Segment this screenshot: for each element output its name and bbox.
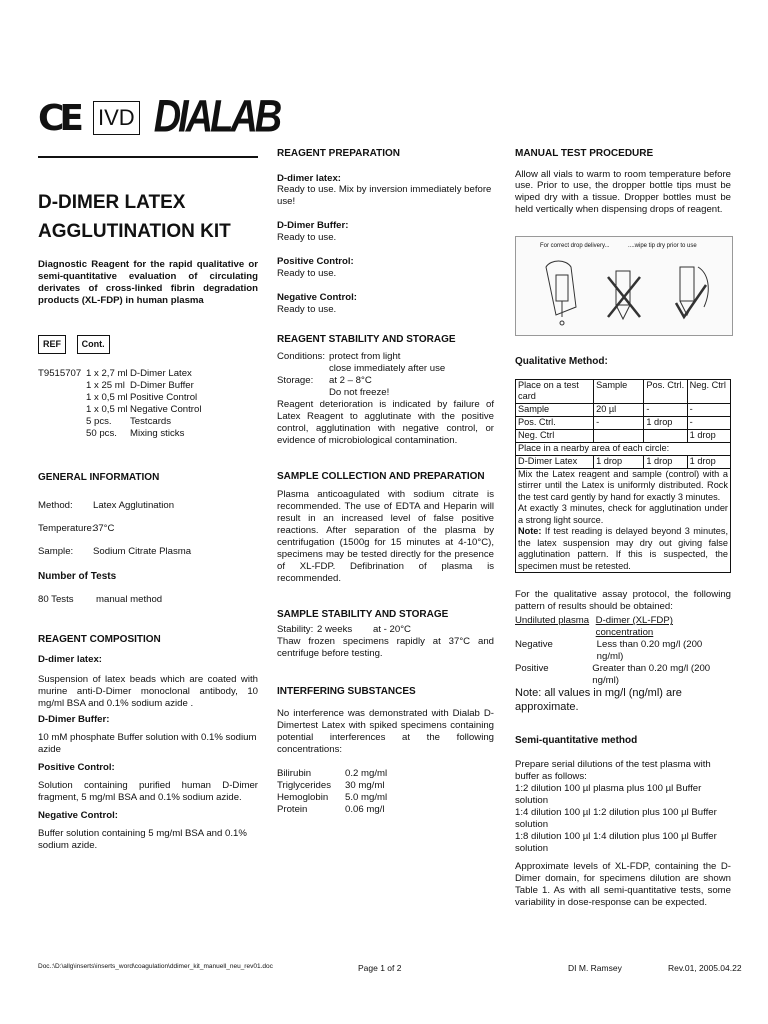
kit-qty-list: 1 x 2,7 ml 1 x 25 ml 1 x 0,5 ml 1 x 0,5 ml 5 pcs. 50 pcs. bbox=[86, 368, 128, 439]
middle-column bbox=[277, 148, 494, 816]
list-item: 1:2 dilution 100 µl plasma plus 100 µl Buffer solution bbox=[515, 783, 702, 807]
kit-name-list: D-Dimer Latex D-Dimer Buffer Positive Control Negative Control Testcards Mixing sticks bbox=[130, 368, 202, 439]
footer-author: DI M. Ramsey bbox=[568, 963, 622, 973]
prep-neg-heading: Negative Control: bbox=[277, 292, 357, 304]
ref-number: T9515707 bbox=[38, 368, 82, 380]
comp-buffer-heading: D-Dimer Buffer: bbox=[38, 714, 110, 726]
dilution-list bbox=[515, 783, 731, 855]
table-row: Sample 20 µl - - bbox=[516, 403, 731, 416]
prep-buffer-text: Ready to use. bbox=[277, 232, 337, 244]
list-item: 1:4 dilution 100 µl 1:2 dilution plus 100 µl Buffer solution bbox=[515, 807, 717, 831]
stability-text: Reagent deterioration is indicated by failure of Latex Reagent to agglutinate with the positive control, agglutination with negative control, or evidence of microbiological contamination. bbox=[277, 398, 494, 446]
semi-text: Approximate levels of XL-FDP, containing the D-Dimer domain, for specimens dilution are shown Table 1. As with all semi-quantitative tests, some variability in dose-response can be expected. bbox=[515, 861, 731, 909]
pattern-text: For the qualitative assay protocol, the following pattern of results should be obtained: bbox=[515, 589, 731, 613]
prep-pos-text: Ready to use. bbox=[277, 268, 337, 280]
table-row: Neg. Ctrl 1 drop bbox=[516, 429, 731, 442]
comp-neg-text: Buffer solution containing 5 mg/ml BSA and 0.1% sodium azide. bbox=[38, 828, 247, 852]
qualitative-table bbox=[515, 379, 731, 574]
comp-pos-text: Solution containing purified human D-Dimer fragment, 5 mg/ml BSA and 0.1% sodium azide. bbox=[38, 780, 258, 804]
tests-heading: Number of Tests bbox=[38, 571, 117, 583]
brand-logo: DIALAB bbox=[153, 91, 280, 143]
prep-latex-text: Ready to use. Mix by inversion immediately before use! bbox=[277, 184, 492, 208]
prep-pos-heading: Positive Control: bbox=[277, 256, 354, 268]
ce-mark: CE bbox=[38, 97, 80, 139]
sample-stability-heading: SAMPLE STABILITY AND STORAGE bbox=[277, 609, 449, 621]
sample-stability-text: Thaw frozen specimens rapidly at 37°C and centrifuge before testing. bbox=[277, 635, 494, 659]
table-header-row: Place on a test card Sample Pos. Ctrl. Neg. Ctrl bbox=[516, 379, 731, 403]
left-column bbox=[38, 86, 280, 852]
dropper-figure: For correct drop delivery... ....wipe tip dry prior to use bbox=[515, 236, 733, 336]
tests-row: 80 Tests manual method bbox=[38, 593, 163, 605]
prep-latex-heading: D-dimer latex: bbox=[277, 172, 341, 184]
comp-latex-heading: D-dimer latex: bbox=[38, 654, 102, 666]
ivd-mark: IVD bbox=[93, 101, 140, 135]
right-column bbox=[515, 148, 731, 909]
interfering-text: No interference was demonstrated with Dialab D-Dimertest Latex with spiked specimens containing potential interferences at the following concentrations: bbox=[277, 708, 494, 756]
prep-neg-text: Ready to use. bbox=[277, 304, 337, 316]
interfering-heading: INTERFERING SUBSTANCES bbox=[277, 685, 416, 697]
list-item: 1:8 dilution 100 µl 1:4 dilution plus 100 µl Buffer solution bbox=[515, 831, 717, 855]
footer-page: Page 1 of 2 bbox=[358, 963, 402, 973]
composition-heading: REAGENT COMPOSITION bbox=[38, 633, 161, 645]
ref-cont-row bbox=[38, 335, 258, 354]
comp-pos-heading: Positive Control: bbox=[38, 762, 115, 774]
stability-heading: REAGENT STABILITY AND STORAGE bbox=[277, 334, 456, 346]
manual-heading: MANUAL TEST PROCEDURE bbox=[515, 148, 654, 159]
values-note: Note: all values in mg/l (ng/ml) are approximate. bbox=[515, 687, 682, 714]
pattern-table: Undiluted plasma D-dimer (XL-FDP) concentration Negative Less than 0.20 mg/l (200 ng/ml) Positive Greater than 0.20 mg/l (200 ng/ml) bbox=[515, 615, 711, 687]
divider bbox=[38, 156, 258, 158]
prep-buffer-heading: D-Dimer Buffer: bbox=[277, 220, 349, 232]
sample-collection-text: Plasma anticoagulated with sodium citrate is recommended. The use of EDTA and Heparin will result in an increased level of false positive reactions. After separation of the plasma by centrifugation (1500g for 15 minutes at 4-10°C), specimens may be tested directly for the presence of XL-FDP. Defibrination of plasma is recommended. bbox=[277, 489, 494, 585]
ref-label: REF bbox=[38, 335, 66, 354]
storage-conditions: Conditions: protect from light close immediately after use Storage: at 2 – 8°C Do not freeze! bbox=[277, 350, 446, 398]
semi-intro: Prepare serial dilutions of the test plasma with buffer as follows: bbox=[515, 759, 711, 783]
dropper-illustration bbox=[516, 237, 732, 335]
table-row: Mix the Latex reagent and sample (control) with a stirrer until the Latex is uniformly distributed. Rock the test card gently by hand for exactly 3 minutes. At exactly 3 minutes, check for agglutination under a strong light source. Note: If test reading is delayed beyond 3 minutes, the latex suspension may dry out giving false agglutination pattern. If this is suspected, the specimen must be retested. bbox=[516, 468, 731, 573]
intro-text: Diagnostic Reagent for the rapid qualitative or semi-quantitative evaluation of circulating derivates of cross-linked fibrin degradation products (XL-FDP) in human plasma bbox=[38, 258, 258, 306]
qualitative-heading: Qualitative Method: bbox=[515, 356, 608, 368]
comp-buffer-text: 10 mM phosphate Buffer solution with 0.1% sodium azide bbox=[38, 732, 257, 756]
interfering-list: Bilirubin 0.2 mg/ml Triglycerides 30 mg/ml Hemoglobin 5.0 mg/ml Protein 0.06 mg/l bbox=[277, 768, 388, 815]
cont-label: Cont. bbox=[77, 335, 110, 354]
sample-stability-row: Stability: 2 weeks at - 20°C bbox=[277, 623, 411, 635]
logo-row bbox=[38, 86, 280, 150]
general-info: Method: Latex Agglutination Temperature: 37°C Sample: Sodium Citrate Plasma bbox=[38, 500, 192, 558]
manual-text: Allow all vials to warm to room temperature before use. Prior to use, the dropper bottle tips must be wiped dry with a tissue. Dropper bottles must be held vertically when dispensing drops of reagent. bbox=[515, 168, 731, 216]
footer-path: Doc.:\D:\allg\inserts\inserts_word\coagulation\ddimer_kit_manuell_neu_rev01.doc bbox=[38, 963, 273, 970]
sample-collection-heading: SAMPLE COLLECTION AND PREPARATION bbox=[277, 470, 485, 482]
table-row: Pos. Ctrl. - 1 drop - bbox=[516, 416, 731, 429]
page-title: D-DIMER LATEX AGGLUTINATION KIT bbox=[38, 192, 231, 243]
kit-contents bbox=[38, 368, 258, 440]
comp-neg-heading: Negative Control: bbox=[38, 810, 118, 822]
preparation-heading: REAGENT PREPARATION bbox=[277, 148, 400, 159]
comp-latex-text: Suspension of latex beads which are coated with murine anti-D-Dimer monoclonal antibody, 10 mg/ml BSA and 0.1% sodium azide . bbox=[38, 674, 258, 710]
semi-heading: Semi-quantitative method bbox=[515, 734, 638, 746]
table-row: D-Dimer Latex 1 drop 1 drop 1 drop bbox=[516, 455, 731, 468]
footer-revision: Rev.01, 2005.04.22 bbox=[668, 963, 742, 973]
table-row: Place in a nearby area of each circle: bbox=[516, 442, 731, 455]
general-heading: GENERAL INFORMATION bbox=[38, 471, 160, 483]
